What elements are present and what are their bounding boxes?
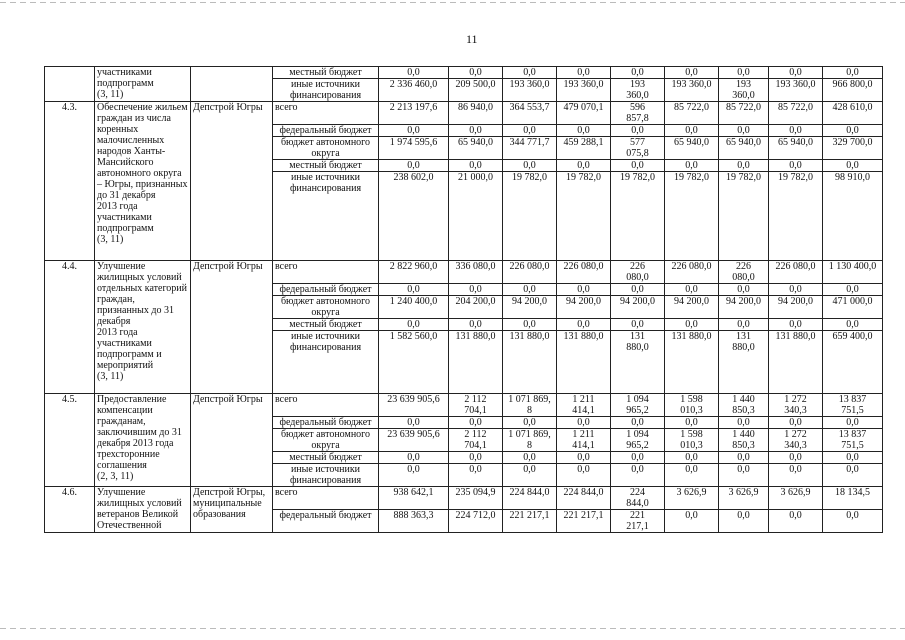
value-cell: 0,0 [665, 67, 719, 79]
value-cell: 0,0 [823, 125, 883, 137]
value-cell: 131 880,0 [503, 331, 557, 394]
value-cell: 193 360,0 [503, 79, 557, 102]
value-cell: 94 200,0 [611, 296, 665, 319]
value-cell: 2 336 460,0 [379, 79, 449, 102]
value-cell: 0,0 [769, 160, 823, 172]
value-cell: 0,0 [665, 417, 719, 429]
value-cell: 428 610,0 [823, 102, 883, 125]
value-cell: 0,0 [823, 452, 883, 464]
value-cell: 65 940,0 [449, 137, 503, 160]
value-cell: 0,0 [557, 67, 611, 79]
value-cell: 0,0 [719, 452, 769, 464]
value-cell: 1 440 850,3 [719, 429, 769, 452]
value-cell: 85 722,0 [665, 102, 719, 125]
value-cell: 0,0 [665, 125, 719, 137]
value-cell: 193 360,0 [665, 79, 719, 102]
budget-table [44, 66, 883, 533]
value-cell: 85 722,0 [719, 102, 769, 125]
value-cell: 1 130 400,0 [823, 261, 883, 284]
value-cell: 0,0 [769, 67, 823, 79]
value-cell: 0,0 [823, 160, 883, 172]
value-cell: 131 880,0 [611, 331, 665, 394]
row-number [45, 67, 95, 102]
value-cell: 1 440 850,3 [719, 394, 769, 417]
value-cell: 94 200,0 [557, 296, 611, 319]
value-cell: 65 940,0 [665, 137, 719, 160]
row-executor: Депстрой Югры [191, 394, 273, 487]
funding-source: бюджет автономного округа [273, 429, 379, 452]
value-cell: 0,0 [557, 452, 611, 464]
table-row [45, 102, 883, 125]
value-cell: 0,0 [449, 417, 503, 429]
value-cell: 0,0 [611, 417, 665, 429]
funding-source: местный бюджет [273, 452, 379, 464]
value-cell: 65 940,0 [719, 137, 769, 160]
value-cell: 336 080,0 [449, 261, 503, 284]
value-cell: 235 094,9 [449, 487, 503, 510]
value-cell: 0,0 [379, 125, 449, 137]
value-cell: 0,0 [379, 67, 449, 79]
funding-source: федеральный бюджет [273, 284, 379, 296]
value-cell: 193 360,0 [611, 79, 665, 102]
value-cell: 0,0 [503, 125, 557, 137]
value-cell: 3 626,9 [769, 487, 823, 510]
table-row [45, 394, 883, 417]
value-cell: 0,0 [823, 464, 883, 487]
value-cell: 19 782,0 [557, 172, 611, 261]
value-cell: 0,0 [557, 284, 611, 296]
value-cell: 19 782,0 [611, 172, 665, 261]
value-cell: 193 360,0 [719, 79, 769, 102]
funding-source: иные источники финансирования [273, 464, 379, 487]
value-cell: 0,0 [449, 319, 503, 331]
value-cell: 0,0 [449, 284, 503, 296]
value-cell: 2 112 704,1 [449, 429, 503, 452]
value-cell: 131 880,0 [665, 331, 719, 394]
value-cell: 0,0 [719, 417, 769, 429]
value-cell: 131 880,0 [719, 331, 769, 394]
value-cell: 0,0 [665, 160, 719, 172]
funding-source: всего [273, 102, 379, 125]
value-cell: 221 217,1 [557, 510, 611, 533]
value-cell: 209 500,0 [449, 79, 503, 102]
value-cell: 13 837 751,5 [823, 429, 883, 452]
row-name: участниками подпрограмм (3, 11) [95, 67, 191, 102]
row-name: Улучшение жилищных условий отдельных категорий граждан, признанных до 31 декабря 2013 года участниками подпрограмм и мероприятий (3, 11) [95, 261, 191, 394]
value-cell: 224 844,0 [503, 487, 557, 510]
value-cell: 0,0 [611, 125, 665, 137]
page-number: 11 [466, 32, 478, 46]
row-name: Обеспечение жильем граждан из числа коренных малочисленных народов Ханты-Мансийского автономного округа – Югры, признанных до 31 декабря 2013 года участниками подпрограмм (3, 11) [95, 102, 191, 261]
value-cell: 193 360,0 [769, 79, 823, 102]
value-cell: 0,0 [379, 452, 449, 464]
funding-source: федеральный бюджет [273, 125, 379, 137]
value-cell: 0,0 [719, 510, 769, 533]
value-cell: 3 626,9 [719, 487, 769, 510]
value-cell: 0,0 [611, 464, 665, 487]
value-cell: 0,0 [449, 67, 503, 79]
row-executor: Депстрой Югры, муниципальные образования [191, 487, 273, 533]
row-number: 4.3. [45, 102, 95, 261]
funding-source: всего [273, 394, 379, 417]
row-executor [191, 67, 273, 102]
value-cell: 0,0 [719, 464, 769, 487]
value-cell: 98 910,0 [823, 172, 883, 261]
value-cell: 2 112 704,1 [449, 394, 503, 417]
value-cell: 0,0 [503, 67, 557, 79]
value-cell: 1 094 965,2 [611, 429, 665, 452]
table-row [45, 487, 883, 510]
funding-source: местный бюджет [273, 160, 379, 172]
value-cell: 13 837 751,5 [823, 394, 883, 417]
value-cell: 0,0 [665, 284, 719, 296]
table-row [45, 67, 883, 79]
row-name: Улучшение жилищных условий ветеранов Великой Отечественной [95, 487, 191, 533]
value-cell: 0,0 [503, 284, 557, 296]
value-cell: 1 071 869, 8 [503, 429, 557, 452]
value-cell: 0,0 [611, 284, 665, 296]
value-cell: 0,0 [557, 417, 611, 429]
value-cell: 1 094 965,2 [611, 394, 665, 417]
value-cell: 0,0 [719, 319, 769, 331]
value-cell: 0,0 [823, 319, 883, 331]
value-cell: 65 940,0 [769, 137, 823, 160]
funding-source: иные источники финансирования [273, 79, 379, 102]
value-cell: 0,0 [823, 67, 883, 79]
value-cell: 193 360,0 [557, 79, 611, 102]
value-cell: 0,0 [823, 417, 883, 429]
value-cell: 0,0 [379, 319, 449, 331]
value-cell: 224 844,0 [557, 487, 611, 510]
value-cell: 94 200,0 [769, 296, 823, 319]
value-cell: 0,0 [503, 319, 557, 331]
value-cell: 0,0 [719, 284, 769, 296]
value-cell: 1 211 414,1 [557, 394, 611, 417]
value-cell: 1 582 560,0 [379, 331, 449, 394]
value-cell: 226 080,0 [769, 261, 823, 284]
value-cell: 3 626,9 [665, 487, 719, 510]
value-cell: 1 211 414,1 [557, 429, 611, 452]
value-cell: 0,0 [379, 160, 449, 172]
scan-artifact-bottom [0, 628, 905, 629]
value-cell: 479 070,1 [557, 102, 611, 125]
value-cell: 0,0 [557, 160, 611, 172]
value-cell: 0,0 [665, 464, 719, 487]
funding-source: всего [273, 487, 379, 510]
value-cell: 0,0 [665, 510, 719, 533]
value-cell: 344 771,7 [503, 137, 557, 160]
value-cell: 0,0 [665, 452, 719, 464]
value-cell: 0,0 [379, 417, 449, 429]
value-cell: 0,0 [665, 319, 719, 331]
funding-source: всего [273, 261, 379, 284]
scan-artifact-top [0, 2, 905, 3]
value-cell: 0,0 [769, 125, 823, 137]
value-cell: 226 080,0 [719, 261, 769, 284]
value-cell: 0,0 [557, 319, 611, 331]
value-cell: 21 000,0 [449, 172, 503, 261]
value-cell: 1 598 010,3 [665, 429, 719, 452]
funding-source: бюджет автономного округа [273, 296, 379, 319]
value-cell: 19 782,0 [769, 172, 823, 261]
value-cell: 0,0 [557, 125, 611, 137]
value-cell: 888 363,3 [379, 510, 449, 533]
value-cell: 459 288,1 [557, 137, 611, 160]
value-cell: 0,0 [503, 452, 557, 464]
value-cell: 1 974 595,6 [379, 137, 449, 160]
value-cell: 0,0 [611, 67, 665, 79]
row-executor: Депстрой Югры [191, 261, 273, 394]
value-cell: 86 940,0 [449, 102, 503, 125]
table-row [45, 261, 883, 284]
value-cell: 85 722,0 [769, 102, 823, 125]
value-cell: 1 272 340,3 [769, 429, 823, 452]
value-cell: 1 071 869, 8 [503, 394, 557, 417]
value-cell: 204 200,0 [449, 296, 503, 319]
funding-source: иные источники финансирования [273, 172, 379, 261]
value-cell: 0,0 [611, 160, 665, 172]
value-cell: 0,0 [611, 319, 665, 331]
funding-source: иные источники финансирования [273, 331, 379, 394]
value-cell: 0,0 [719, 67, 769, 79]
value-cell: 0,0 [769, 319, 823, 331]
value-cell: 0,0 [769, 417, 823, 429]
value-cell: 364 553,7 [503, 102, 557, 125]
value-cell: 224 844,0 [611, 487, 665, 510]
value-cell: 19 782,0 [665, 172, 719, 261]
value-cell: 659 400,0 [823, 331, 883, 394]
value-cell: 0,0 [769, 464, 823, 487]
value-cell: 0,0 [379, 464, 449, 487]
value-cell: 18 134,5 [823, 487, 883, 510]
funding-source: федеральный бюджет [273, 510, 379, 533]
value-cell: 938 642,1 [379, 487, 449, 510]
value-cell: 1 272 340,3 [769, 394, 823, 417]
value-cell: 94 200,0 [665, 296, 719, 319]
value-cell: 94 200,0 [503, 296, 557, 319]
row-executor: Депстрой Югры [191, 102, 273, 261]
value-cell: 966 800,0 [823, 79, 883, 102]
value-cell: 23 639 905,6 [379, 429, 449, 452]
value-cell: 0,0 [449, 125, 503, 137]
value-cell: 131 880,0 [769, 331, 823, 394]
value-cell: 471 000,0 [823, 296, 883, 319]
value-cell: 221 217,1 [611, 510, 665, 533]
value-cell: 0,0 [503, 417, 557, 429]
value-cell: 23 639 905,6 [379, 394, 449, 417]
value-cell: 0,0 [719, 125, 769, 137]
value-cell: 0,0 [823, 284, 883, 296]
value-cell: 224 712,0 [449, 510, 503, 533]
value-cell: 0,0 [503, 464, 557, 487]
value-cell: 0,0 [769, 510, 823, 533]
value-cell: 0,0 [769, 452, 823, 464]
value-cell: 226 080,0 [503, 261, 557, 284]
value-cell: 226 080,0 [665, 261, 719, 284]
value-cell: 1 598 010,3 [665, 394, 719, 417]
value-cell: 0,0 [449, 452, 503, 464]
value-cell: 94 200,0 [719, 296, 769, 319]
value-cell: 0,0 [557, 464, 611, 487]
value-cell: 238 602,0 [379, 172, 449, 261]
value-cell: 226 080,0 [557, 261, 611, 284]
row-number: 4.4. [45, 261, 95, 394]
value-cell: 0,0 [719, 160, 769, 172]
funding-source: бюджет автономного округа [273, 137, 379, 160]
value-cell: 1 240 400,0 [379, 296, 449, 319]
value-cell: 0,0 [503, 160, 557, 172]
value-cell: 577 075,8 [611, 137, 665, 160]
value-cell: 0,0 [449, 160, 503, 172]
value-cell: 596 857,8 [611, 102, 665, 125]
value-cell: 221 217,1 [503, 510, 557, 533]
value-cell: 19 782,0 [719, 172, 769, 261]
value-cell: 2 213 197,6 [379, 102, 449, 125]
value-cell: 0,0 [769, 284, 823, 296]
funding-source: федеральный бюджет [273, 417, 379, 429]
row-number: 4.5. [45, 394, 95, 487]
value-cell: 131 880,0 [449, 331, 503, 394]
value-cell: 19 782,0 [503, 172, 557, 261]
row-number: 4.6. [45, 487, 95, 533]
value-cell: 226 080,0 [611, 261, 665, 284]
value-cell: 2 822 960,0 [379, 261, 449, 284]
value-cell: 0,0 [449, 464, 503, 487]
value-cell: 329 700,0 [823, 137, 883, 160]
value-cell: 0,0 [379, 284, 449, 296]
value-cell: 0,0 [611, 452, 665, 464]
value-cell: 0,0 [823, 510, 883, 533]
row-name: Предоставление компенсации гражданам, заключившим до 31 декабря 2013 года трехсторонние соглашения (2, 3, 11) [95, 394, 191, 487]
funding-source: местный бюджет [273, 67, 379, 79]
funding-source: местный бюджет [273, 319, 379, 331]
value-cell: 131 880,0 [557, 331, 611, 394]
